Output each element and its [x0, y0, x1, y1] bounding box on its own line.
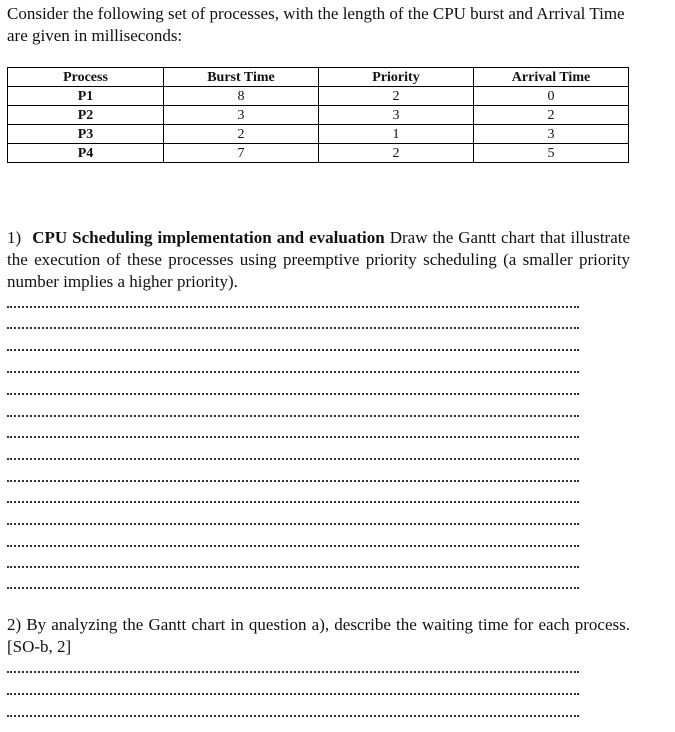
question-2: 2) By analyzing the Gantt chart in question a), describe the waiting time for each process. [SO-b, 2] — [7, 615, 630, 656]
cell-process: P2 — [8, 106, 164, 125]
question-1 — [7, 227, 630, 293]
header-process: Process — [8, 68, 164, 87]
cell-priority: 2 — [319, 87, 474, 106]
answer-line[interactable] — [7, 587, 579, 589]
cell-process: P1 — [8, 87, 164, 106]
answer-line[interactable] — [7, 349, 579, 351]
cell-priority: 2 — [319, 144, 474, 163]
header-priority: Priority — [319, 68, 474, 87]
answer-line[interactable] — [7, 671, 579, 673]
table-row — [8, 125, 629, 144]
cell-arrival-time: 3 — [474, 125, 629, 144]
answer-line[interactable] — [7, 415, 579, 417]
process-table — [7, 67, 629, 163]
question-1-text: Draw the Gantt chart that illustrate the execution of these processes using preemptive priority scheduling (a smaller priority number implies a higher priority). — [7, 228, 631, 291]
question-1-title: CPU Scheduling implementation and evaluation — [32, 228, 385, 247]
header-arrival-time: Arrival Time — [474, 68, 629, 87]
header-burst-time: Burst Time — [164, 68, 319, 87]
cell-priority: 3 — [319, 106, 474, 125]
table-row — [8, 144, 629, 163]
answer-line[interactable] — [7, 306, 579, 308]
cell-arrival-time: 5 — [474, 144, 629, 163]
cell-priority: 1 — [319, 125, 474, 144]
question-1-number: 1) — [7, 228, 22, 247]
intro-text: Consider the following set of processes, with the length of the CPU burst and Arrival Time are given in milliseconds: — [7, 4, 625, 45]
cell-burst-time: 3 — [164, 106, 319, 125]
answer-line[interactable] — [7, 458, 579, 460]
answer-line[interactable] — [7, 327, 579, 329]
answer-line[interactable] — [7, 480, 579, 482]
answer-line[interactable] — [7, 523, 579, 525]
table-header-row — [8, 68, 629, 87]
cell-arrival-time: 2 — [474, 106, 629, 125]
answer-line[interactable] — [7, 566, 579, 568]
answer-line[interactable] — [7, 436, 579, 438]
answer-line[interactable] — [7, 693, 579, 695]
cell-process: P3 — [8, 125, 164, 144]
cell-process: P4 — [8, 144, 164, 163]
answer-line[interactable] — [7, 715, 579, 717]
table-row — [8, 106, 629, 125]
answer-line[interactable] — [7, 501, 579, 503]
table-row — [8, 87, 629, 106]
answer-line[interactable] — [7, 371, 579, 373]
cell-burst-time: 8 — [164, 87, 319, 106]
answer-line[interactable] — [7, 393, 579, 395]
cell-burst-time: 7 — [164, 144, 319, 163]
answer-line[interactable] — [7, 545, 579, 547]
cell-burst-time: 2 — [164, 125, 319, 144]
cell-arrival-time: 0 — [474, 87, 629, 106]
